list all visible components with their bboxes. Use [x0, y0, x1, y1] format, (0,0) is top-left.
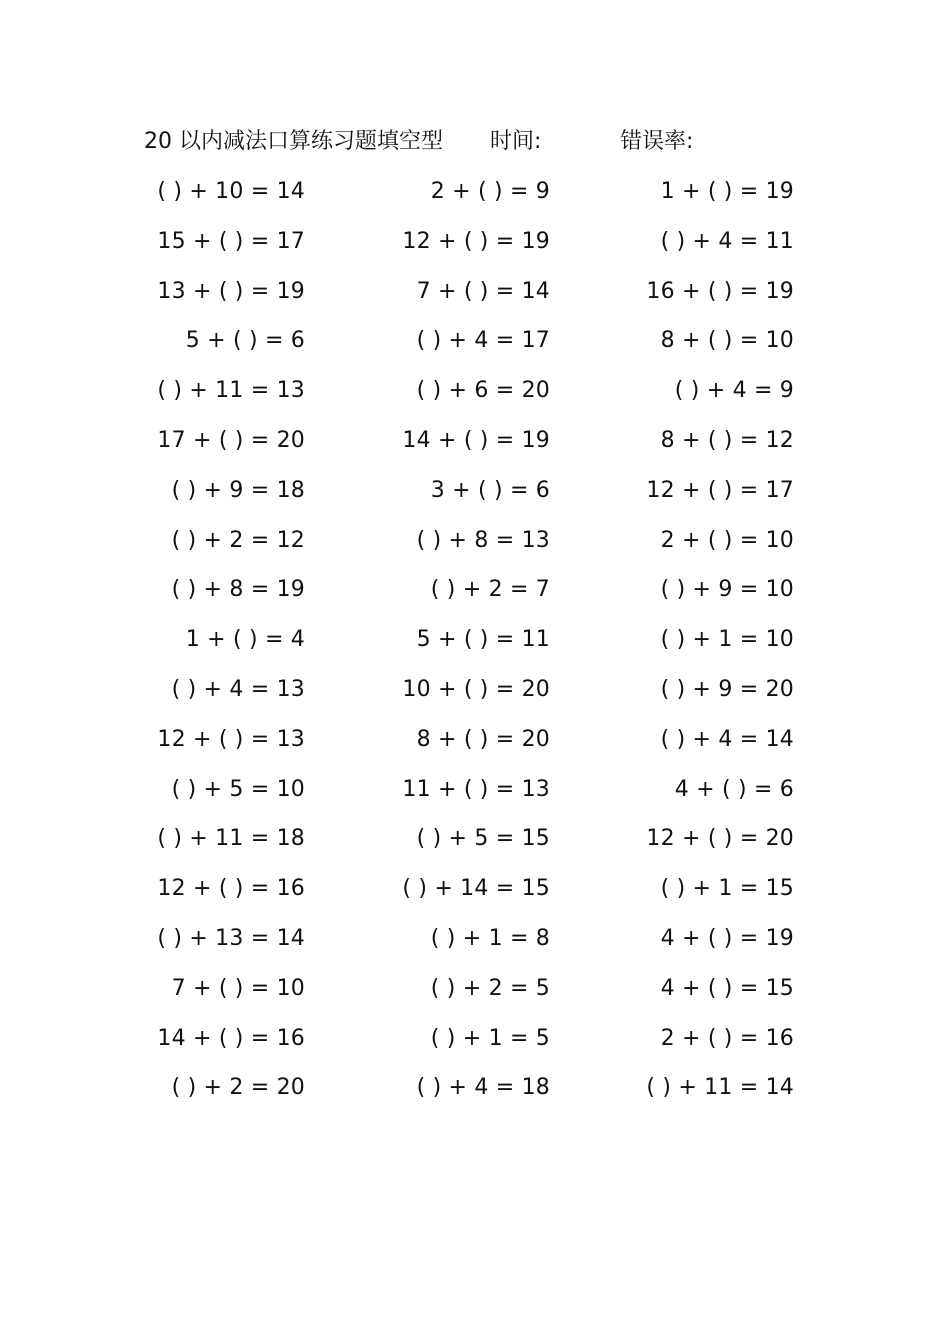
problem-item: ( ) + 5 = 10 — [171, 776, 305, 802]
problem-row — [0, 224, 950, 274]
problem-item: 13 + ( ) = 19 — [157, 278, 305, 304]
problem-item: 11 + ( ) = 13 — [402, 776, 550, 802]
problem-item: 2 + ( ) = 10 — [660, 527, 794, 553]
problem-item: ( ) + 1 = 5 — [430, 1025, 550, 1051]
problem-item: ( ) + 2 = 7 — [430, 577, 550, 603]
problem-item: 10 + ( ) = 20 — [402, 676, 550, 702]
problem-item: 12 + ( ) = 17 — [646, 477, 794, 503]
problem-item: 16 + ( ) = 19 — [646, 278, 794, 304]
problem-item: 7 + ( ) = 10 — [171, 975, 305, 1001]
problem-item: 5 + ( ) = 11 — [416, 627, 550, 653]
problem-item: ( ) + 2 = 20 — [171, 1075, 305, 1101]
problem-item: ( ) + 6 = 20 — [416, 378, 550, 404]
problem-item: ( ) + 11 = 18 — [157, 826, 305, 852]
problem-item: 2 + ( ) = 9 — [430, 179, 550, 204]
problem-item: ( ) + 8 = 19 — [171, 577, 305, 603]
problem-item: 12 + ( ) = 19 — [402, 228, 550, 254]
problem-row — [0, 672, 950, 722]
problem-item: ( ) + 8 = 13 — [416, 527, 550, 553]
problem-row — [0, 722, 950, 772]
problem-item: ( ) + 9 = 10 — [660, 577, 794, 603]
problem-row — [0, 1021, 950, 1071]
time-label: 时间: — [490, 129, 542, 154]
problem-item: ( ) + 5 = 15 — [416, 826, 550, 852]
problem-item: ( ) + 4 = 13 — [171, 676, 305, 702]
problem-item: ( ) + 1 = 10 — [660, 627, 794, 653]
problem-row — [0, 772, 950, 822]
problem-item: 14 + ( ) = 19 — [402, 427, 550, 453]
problem-item: ( ) + 9 = 20 — [660, 676, 794, 702]
problem-item: 2 + ( ) = 16 — [660, 1025, 794, 1051]
problem-item: 8 + ( ) = 12 — [660, 427, 794, 453]
problem-item: ( ) + 9 = 18 — [171, 477, 305, 503]
problem-item: ( ) + 2 = 5 — [430, 975, 550, 1001]
problem-item: 7 + ( ) = 14 — [416, 278, 550, 304]
problem-row — [0, 274, 950, 324]
problem-item: ( ) + 4 = 11 — [660, 228, 794, 254]
problem-item: ( ) + 4 = 17 — [416, 328, 550, 354]
problem-row — [0, 1070, 950, 1120]
worksheet-title: 20 以内减法口算练习题填空型 — [144, 129, 443, 154]
problem-item: 8 + ( ) = 10 — [660, 328, 794, 354]
problem-item: 1 + ( ) = 4 — [185, 627, 305, 653]
problem-grid — [0, 174, 950, 1120]
problem-item: ( ) + 1 = 15 — [660, 876, 794, 902]
problem-item: ( ) + 4 = 14 — [660, 726, 794, 752]
problem-item: 12 + ( ) = 16 — [157, 876, 305, 902]
problem-row — [0, 622, 950, 672]
problem-row — [0, 523, 950, 573]
problem-item: 3 + ( ) = 6 — [430, 477, 550, 503]
problem-row — [0, 971, 950, 1021]
problem-item: ( ) + 14 = 15 — [402, 876, 550, 902]
problem-row — [0, 423, 950, 473]
problem-row — [0, 572, 950, 622]
problem-row — [0, 174, 950, 224]
problem-item: 1 + ( ) = 19 — [660, 179, 794, 204]
error-rate-label: 错误率: — [620, 129, 694, 154]
problem-item: ( ) + 10 = 14 — [157, 179, 305, 204]
problem-item: ( ) + 4 = 18 — [416, 1075, 550, 1101]
problem-row — [0, 473, 950, 523]
problem-item: 12 + ( ) = 20 — [646, 826, 794, 852]
problem-row — [0, 921, 950, 971]
problem-item: 12 + ( ) = 13 — [157, 726, 305, 752]
problem-row — [0, 821, 950, 871]
problem-item: ( ) + 1 = 8 — [430, 925, 550, 951]
problem-item: 14 + ( ) = 16 — [157, 1025, 305, 1051]
problem-item: 15 + ( ) = 17 — [157, 228, 305, 254]
problem-item: 4 + ( ) = 6 — [674, 776, 794, 802]
problem-item: ( ) + 4 = 9 — [674, 378, 794, 404]
problem-row — [0, 323, 950, 373]
problem-item: 4 + ( ) = 19 — [660, 925, 794, 951]
problem-item: ( ) + 2 = 12 — [171, 527, 305, 553]
problem-row — [0, 373, 950, 423]
problem-row — [0, 871, 950, 921]
problem-item: 8 + ( ) = 20 — [416, 726, 550, 752]
problem-item: ( ) + 11 = 14 — [646, 1075, 794, 1101]
problem-item: 5 + ( ) = 6 — [185, 328, 305, 354]
problem-item: ( ) + 11 = 13 — [157, 378, 305, 404]
problem-item: 4 + ( ) = 15 — [660, 975, 794, 1001]
worksheet-header — [144, 124, 784, 160]
problem-item: 17 + ( ) = 20 — [157, 427, 305, 453]
problem-item: ( ) + 13 = 14 — [157, 925, 305, 951]
